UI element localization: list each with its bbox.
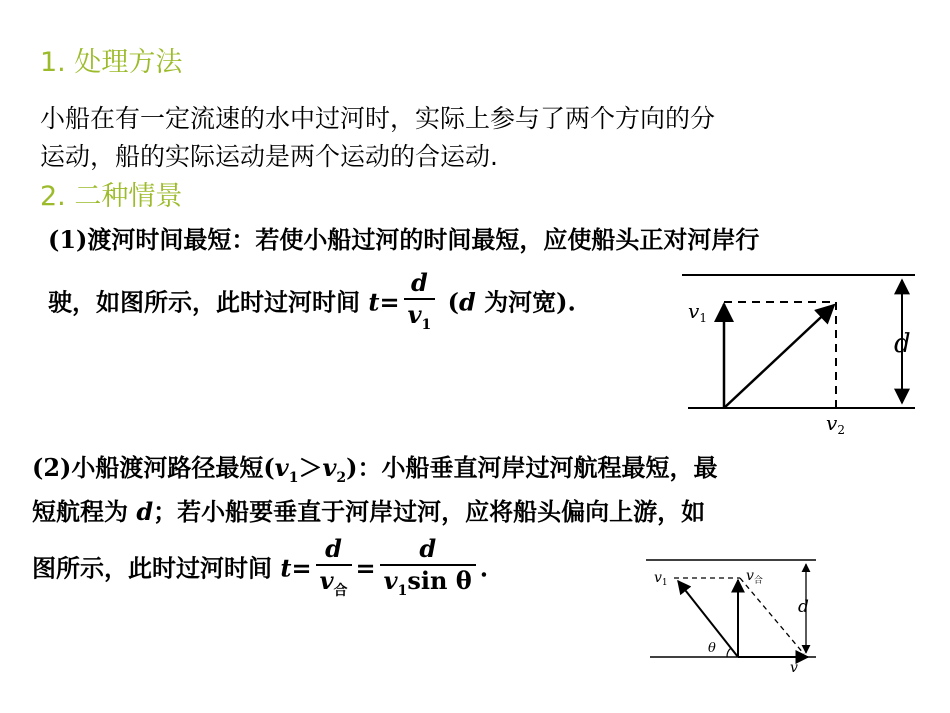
figure2-vhe-label: $v_合$ <box>746 568 763 586</box>
figure2-d-label: d <box>798 597 809 617</box>
section1-paragraph-line1: 小船在有一定流速的水中过河时，实际上参与了两个方向的分 <box>40 104 716 133</box>
case2-frac1-num: d <box>316 534 352 566</box>
case2-frac2-num: d <box>380 534 476 566</box>
section2-heading: 2. 二种情景 <box>40 181 183 212</box>
case2-gt: ＞ <box>298 453 323 482</box>
case2-v2: v <box>322 453 337 482</box>
case2-v1-sub: 1 <box>288 469 299 486</box>
case2-t: t <box>280 553 292 583</box>
case2-eq2: = <box>355 553 376 583</box>
case1-den-v: v <box>407 300 422 329</box>
figure2-theta-label: θ <box>708 641 716 656</box>
case2-frac2-den-rest: sin θ <box>407 566 472 595</box>
case2-v1: v <box>274 453 289 482</box>
case1-suffix-open: ( <box>439 287 459 317</box>
case2-v2-sub: 2 <box>336 469 347 486</box>
case1-line1: (1)渡河时间最短：若使小船过河的时间最短，应使船头正对河岸行 <box>48 225 760 254</box>
figure2-v1-label: $v_1$ <box>654 570 668 588</box>
case2-line2 <box>32 492 705 527</box>
case1-t: t <box>368 287 380 317</box>
case2-frac2-den <box>380 566 476 606</box>
case2-line3-prefix: 图所示，此时过河时间 <box>32 553 281 583</box>
section1-paragraph-line2: 运动，船的实际运动是两个运动的合运动. <box>40 142 498 171</box>
case2-frac1-den-sub: 合 <box>333 582 348 599</box>
case2-line2-d: d <box>136 497 154 526</box>
case2-eq1: = <box>291 553 312 583</box>
case2-frac2-den-sub: 1 <box>397 582 408 599</box>
section1-heading: 1. 处理方法 <box>40 47 183 78</box>
figure2-diagram <box>644 550 820 675</box>
case2-end: . <box>479 553 489 583</box>
case1-frac-num: d <box>404 268 436 300</box>
figure1-v1-label: $v_1$ <box>688 299 707 325</box>
case1-fraction <box>404 268 436 340</box>
case1-eq: = <box>379 287 400 317</box>
figure1-diagram <box>680 268 920 438</box>
case2-frac1-den-v: v <box>319 566 334 595</box>
case2-fraction1 <box>316 534 352 606</box>
figure1-resultant-arrow <box>724 305 834 408</box>
case2-fraction2 <box>380 534 476 606</box>
figure2-v-label: v <box>790 660 798 675</box>
case1-line2-prefix: 驶，如图所示，此时过河时间 <box>48 287 369 317</box>
figure1-d-label: d <box>894 329 911 359</box>
case2-line2-prefix: 短航程为 <box>32 497 137 526</box>
case2-line2-suffix: ；若小船要垂直于河岸过河，应将船头偏向上游，如 <box>153 497 706 526</box>
figure1-v2-label: $v_2$ <box>826 411 845 437</box>
figure2-theta-arc <box>727 648 731 657</box>
case2-line3 <box>32 534 488 606</box>
case1-den-sub: 1 <box>421 316 432 333</box>
case1-suffix-rest: 为河宽). <box>475 287 576 317</box>
case2-frac2-den-v: v <box>383 566 398 595</box>
case1-suffix-d: d <box>458 287 476 317</box>
case1-line2 <box>48 268 576 340</box>
case1-frac-den <box>404 300 436 340</box>
figure2-dashed-diagonal <box>740 578 804 654</box>
case2-line1 <box>32 448 718 486</box>
case2-frac1-den <box>316 566 352 606</box>
case2-line1-suffix: )：小船垂直河岸过河航程最短，最 <box>346 453 718 482</box>
case2-line1-prefix: (2)小船渡河路径最短( <box>32 453 275 482</box>
